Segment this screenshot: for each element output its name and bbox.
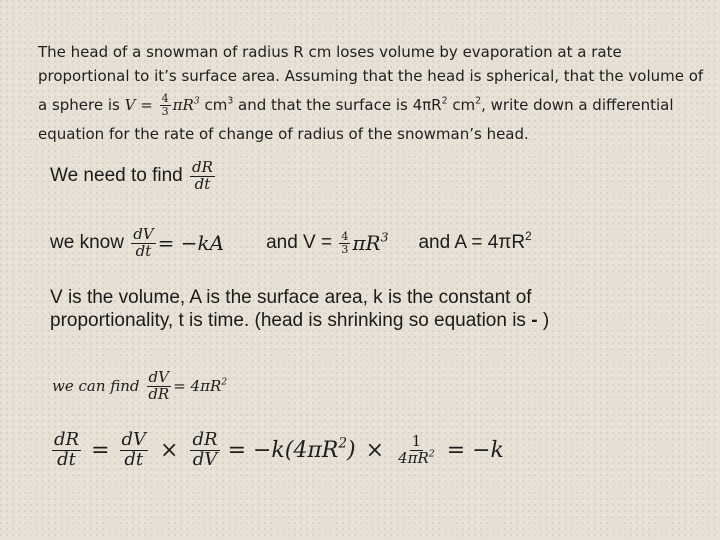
we-know-row bbox=[50, 218, 670, 268]
pi-r-text: πR bbox=[172, 96, 194, 114]
fraction-numerator: dV bbox=[121, 428, 147, 450]
need-to-find-row bbox=[50, 154, 217, 198]
volume-formula-rhs bbox=[352, 231, 388, 255]
explanation-line-2-text: proportionality, t is time. (head is shrinking so equation is bbox=[50, 310, 526, 331]
fraction-denominator: dt bbox=[135, 241, 152, 260]
fraction-denominator: dV bbox=[192, 448, 218, 470]
times-sign: × bbox=[365, 437, 385, 463]
area-formula-exponent: 2 bbox=[525, 229, 532, 243]
dr-dt-fraction bbox=[190, 157, 215, 193]
problem-line-4: equation for the rate of change of radius of the snowman’s head. bbox=[38, 125, 529, 143]
fraction-numerator: 1 bbox=[411, 431, 422, 450]
problem-line-2: proportional to it’s surface area. Assuming that the head is spherical, that the volume of bbox=[38, 67, 704, 85]
need-to-find-text: We need to find bbox=[50, 165, 183, 186]
derivative-result-text: = 4πR bbox=[173, 377, 222, 395]
dr-dv-fraction bbox=[190, 428, 219, 470]
we-can-find-text: we can find bbox=[52, 377, 140, 395]
volume-unit-text: cm bbox=[204, 96, 228, 114]
closing-paren: ) bbox=[542, 310, 550, 331]
area-formula bbox=[418, 229, 532, 254]
fraction-numerator: dV bbox=[133, 224, 154, 243]
fraction-denominator: dt bbox=[194, 174, 211, 193]
volume-formula-text: πR bbox=[352, 231, 381, 255]
fraction-denominator: dR bbox=[148, 384, 170, 403]
area-formula-text: and A = 4πR bbox=[418, 232, 526, 253]
volume-symbol: V bbox=[124, 96, 136, 114]
fraction-denominator: dt bbox=[57, 448, 76, 470]
dv-dt-fraction bbox=[120, 428, 149, 470]
final-result: = −k bbox=[446, 437, 504, 463]
substitution-text: = −k(4πR bbox=[227, 437, 339, 463]
substitution-close: ) bbox=[347, 437, 356, 463]
fraction-numerator: 4 bbox=[341, 229, 349, 243]
derivative-result-exponent: 2 bbox=[221, 376, 228, 388]
fraction-numerator: dR bbox=[192, 428, 218, 450]
problem-line-1: The head of a snowman of radius R cm loses volume by evaporation at a rate bbox=[38, 43, 622, 61]
equals-sign: = bbox=[91, 437, 110, 463]
explanation-line-2 bbox=[50, 309, 549, 332]
explanation-line-1: V is the volume, A is the surface area, k is the constant of bbox=[50, 287, 532, 308]
substitution-exponent: 2 bbox=[338, 434, 348, 451]
and-v-text: and V = bbox=[266, 232, 333, 253]
denominator-text: 4πR bbox=[398, 448, 429, 467]
fraction-denominator: dt bbox=[124, 448, 144, 470]
fraction-numerator: dR bbox=[192, 157, 213, 176]
we-know-text: we know bbox=[50, 232, 124, 253]
times-sign: × bbox=[160, 437, 179, 463]
fraction-numerator: 4 bbox=[161, 91, 169, 105]
explanation-text bbox=[50, 286, 549, 332]
problem-statement bbox=[38, 40, 704, 146]
problem-line-3-suffix: , write down a differential bbox=[481, 96, 674, 114]
four-thirds-fraction bbox=[339, 231, 350, 255]
pi-r-term bbox=[173, 93, 200, 117]
surface-phrase bbox=[238, 93, 447, 117]
surface-phrase-text: and that the surface is 4πR bbox=[238, 96, 442, 114]
fraction-denominator: 3 bbox=[161, 104, 169, 118]
chain-rule-equation bbox=[50, 422, 504, 478]
rate-equation-rhs: = −kA bbox=[157, 231, 225, 255]
area-unit-exponent: 2 bbox=[475, 95, 482, 107]
substitution-term bbox=[227, 434, 356, 463]
problem-line-3-prefix: a sphere is bbox=[38, 96, 120, 114]
problem-line-3 bbox=[38, 88, 698, 122]
we-can-find-row bbox=[52, 362, 227, 410]
four-thirds-fraction bbox=[160, 93, 171, 117]
fraction-numerator: dV bbox=[148, 367, 169, 386]
area-unit bbox=[452, 93, 481, 117]
dr-dt-fraction bbox=[52, 428, 81, 470]
equals-sign: = bbox=[140, 96, 153, 114]
fraction-numerator: dR bbox=[54, 428, 80, 450]
surface-exponent: 2 bbox=[441, 95, 448, 107]
fraction-denominator: 3 bbox=[341, 242, 349, 256]
fraction-denominator bbox=[396, 448, 437, 467]
minus-sign: - bbox=[531, 310, 538, 331]
volume-unit-exponent: 3 bbox=[227, 95, 234, 107]
denominator-exponent: 2 bbox=[428, 448, 435, 459]
area-unit-text: cm bbox=[452, 96, 476, 114]
derivative-result bbox=[173, 377, 227, 395]
pi-r-exponent: 3 bbox=[193, 95, 200, 107]
dv-dt-fraction bbox=[131, 224, 155, 260]
reciprocal-fraction bbox=[396, 431, 437, 467]
dv-dr-fraction bbox=[146, 367, 171, 403]
volume-unit bbox=[204, 93, 233, 117]
volume-formula-exponent: 3 bbox=[380, 229, 389, 245]
